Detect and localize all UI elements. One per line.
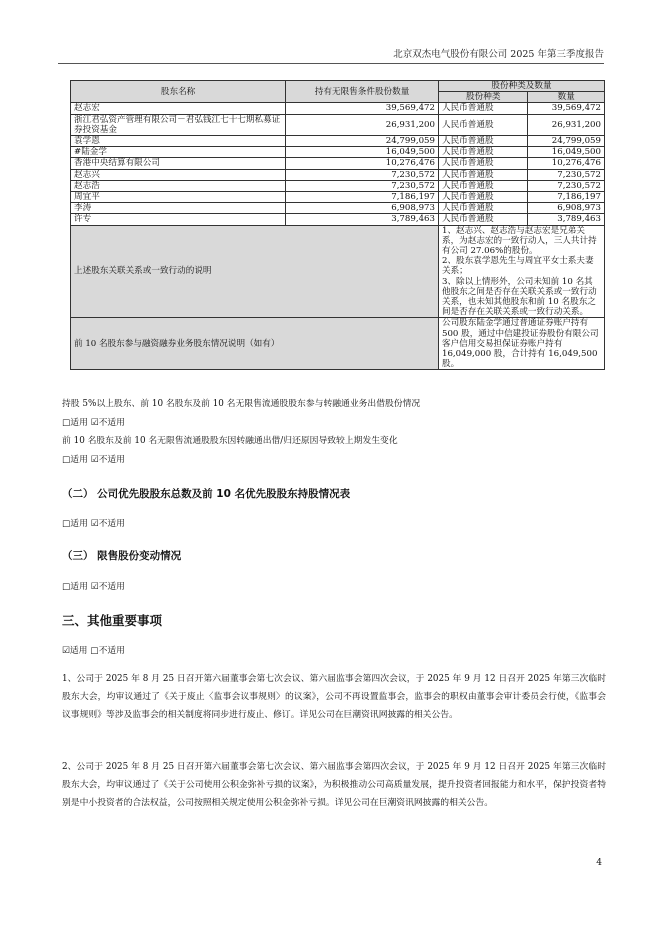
change-note: 前 10 名股东及前 10 名无限售流通股股东因转融通出借/归还原因导致较上期发生变化 bbox=[62, 436, 398, 446]
relation-text: 1、赵志兴、赵志浩与赵志宏是兄弟关系，为赵志宏的一致行动人，三人共计持有公司 27.06%的股份。 2、股东袁学恩先生与周宜平女士系夫妻关系； 3、除以上情形外，公司未知前 10 名其他股东之间是否存在关联关系或一致行动关系，也未知其他股东和前 10 名股东之间是否存在关联关系或一致行动关系。 bbox=[438, 225, 604, 318]
holder-qty: 3,789,463 bbox=[286, 214, 439, 225]
holder-amount: 26,931,200 bbox=[528, 114, 605, 135]
holder-type: 人民币普通股 bbox=[438, 180, 528, 191]
holder-name: 浙江君弘资产管理有限公司－君弘钱江七十七期私募证券投资基金 bbox=[71, 114, 286, 135]
checkbox-status: □适用 ☑不适用 bbox=[62, 519, 125, 529]
report-header: 北京双杰电气股份有限公司 2025 年第三季度报告 bbox=[393, 49, 604, 60]
col-amount-header: 数量 bbox=[528, 92, 605, 103]
holder-name: 香港中央结算有限公司 bbox=[71, 158, 286, 169]
table-row bbox=[71, 214, 605, 225]
table-row bbox=[71, 147, 605, 158]
item-paragraph-1: 1、公司于 2025 年 8 月 25 日召开第六届董事会第七次会议、第六届监事会第四次会议，于 2025 年 9 月 12 日召开 2025 年第三次临时股东大会，均审议通过了《关于废止〈监事会议事规则〉的议案》，公司不再设置监事会，监事会的职权由董事会审计委员会行使，《监事会议事规则》等涉及监事会的相关制度将同步进行废止、修订。详见公司在巨潮资讯网披露的相关公告。 bbox=[62, 674, 606, 720]
shareholders-table bbox=[70, 80, 605, 370]
holder-name: #陆金学 bbox=[71, 147, 286, 158]
lending-note: 持股 5%以上股东、前 10 名股东及前 10 名无限售流通股股东参与转融通业务出借股份情况 bbox=[62, 399, 421, 409]
holder-amount: 10,276,476 bbox=[528, 158, 605, 169]
table-row bbox=[71, 136, 605, 147]
holder-qty: 7,186,197 bbox=[286, 192, 439, 203]
holder-name: 周宜平 bbox=[71, 192, 286, 203]
holder-name: 赵志宏 bbox=[71, 103, 286, 114]
holder-qty: 24,799,059 bbox=[286, 136, 439, 147]
holder-qty: 39,569,472 bbox=[286, 103, 439, 114]
holder-amount: 7,230,572 bbox=[528, 169, 605, 180]
margin-label: 前 10 名股东参与融资融券业务股东情况说明（如有） bbox=[71, 318, 439, 370]
table-row bbox=[71, 203, 605, 214]
holder-type: 人民币普通股 bbox=[438, 136, 528, 147]
col-kind-header: 股份种类及数量 bbox=[438, 81, 604, 92]
holder-qty: 10,276,476 bbox=[286, 158, 439, 169]
section-preferred-title: （二） 公司优先股股东总数及前 10 名优先股股东持股情况表 bbox=[62, 488, 351, 500]
holder-amount: 24,799,059 bbox=[528, 136, 605, 147]
table-row bbox=[71, 180, 605, 191]
holder-qty: 26,931,200 bbox=[286, 114, 439, 135]
holder-name: 李涛 bbox=[71, 203, 286, 214]
holder-amount: 7,230,572 bbox=[528, 180, 605, 191]
section-restricted-title: （三） 限售股份变动情况 bbox=[62, 550, 182, 562]
margin-row bbox=[71, 318, 605, 370]
holder-qty: 6,908,973 bbox=[286, 203, 439, 214]
holder-type: 人民币普通股 bbox=[438, 147, 528, 158]
holder-type: 人民币普通股 bbox=[438, 169, 528, 180]
holder-type: 人民币普通股 bbox=[438, 158, 528, 169]
holder-name: 袁学恩 bbox=[71, 136, 286, 147]
checkbox-status: □适用 ☑不适用 bbox=[62, 582, 125, 592]
page-number: 4 bbox=[596, 858, 602, 868]
col-name-header: 股东名称 bbox=[71, 81, 286, 103]
checkbox-status: □适用 ☑不适用 bbox=[62, 418, 125, 428]
holder-name: 赵志浩 bbox=[71, 180, 286, 191]
item-paragraph-2: 2、公司于 2025 年 8 月 25 日召开第六届董事会第七次会议、第六届监事会第四次会议，于 2025 年 9 月 12 日召开 2025 年第三次临时股东大会，均审议通过了《关于公司使用公积金弥补亏损的议案》，为积极推动公司高质量发展，提升投资者回报能力和水平，保护投资者特别是中小投资者的合法权益，公司按照相关规定使用公积金弥补亏损。详见公司在巨潮资讯网披露的相关公告。 bbox=[62, 762, 606, 808]
holder-amount: 3,789,463 bbox=[528, 214, 605, 225]
holder-amount: 39,569,472 bbox=[528, 103, 605, 114]
holder-type: 人民币普通股 bbox=[438, 203, 528, 214]
holder-type: 人民币普通股 bbox=[438, 103, 528, 114]
table-row bbox=[71, 158, 605, 169]
holder-type: 人民币普通股 bbox=[438, 114, 528, 135]
holder-amount: 16,049,500 bbox=[528, 147, 605, 158]
table-row bbox=[71, 169, 605, 180]
relation-label: 上述股东关联关系或一致行动的说明 bbox=[71, 225, 439, 318]
table-row bbox=[71, 114, 605, 135]
col-qty-header: 持有无限售条件股份数量 bbox=[286, 81, 439, 103]
checkbox-status: ☑适用 □不适用 bbox=[62, 646, 125, 656]
relation-row bbox=[71, 225, 605, 318]
holder-name: 赵志兴 bbox=[71, 169, 286, 180]
holder-qty: 7,230,572 bbox=[286, 180, 439, 191]
holder-type: 人民币普通股 bbox=[438, 192, 528, 203]
holder-amount: 7,186,197 bbox=[528, 192, 605, 203]
margin-text: 公司股东陆金学通过普通证券账户持有 500 股，通过中信建投证券股份有限公司客户信用交易担保证券账户持有 16,049,000 股，合计持有 16,049,500 股。 bbox=[438, 318, 604, 370]
holder-qty: 7,230,572 bbox=[286, 169, 439, 180]
checkbox-status: □适用 ☑不适用 bbox=[62, 455, 125, 465]
holder-type: 人民币普通股 bbox=[438, 214, 528, 225]
col-type-header: 股份种类 bbox=[438, 92, 528, 103]
holder-qty: 16,049,500 bbox=[286, 147, 439, 158]
holder-amount: 6,908,973 bbox=[528, 203, 605, 214]
holder-name: 许专 bbox=[71, 214, 286, 225]
section-other-title: 三、其他重要事项 bbox=[62, 613, 163, 628]
table-row bbox=[71, 103, 605, 114]
header-divider bbox=[58, 63, 604, 64]
table-row bbox=[71, 192, 605, 203]
